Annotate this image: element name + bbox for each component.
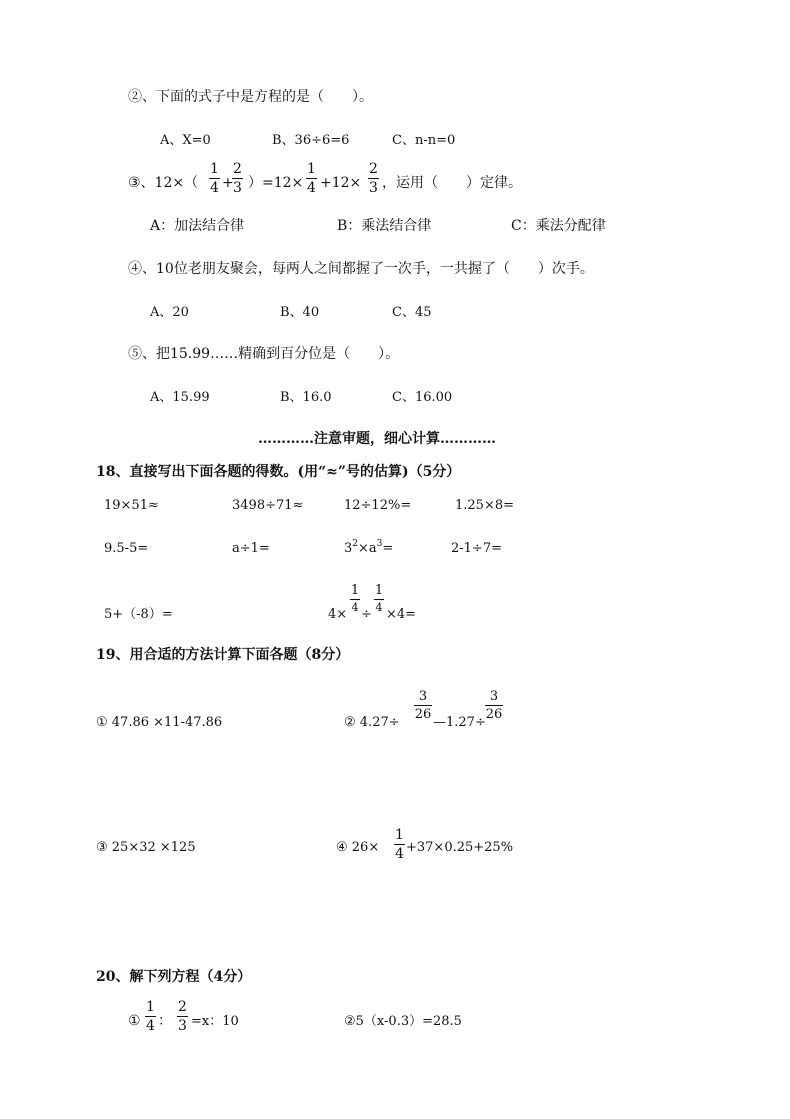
question-3-option-b: B：乘法结合律 [337, 218, 432, 234]
question-5-option-c: C、16.00 [392, 390, 453, 405]
question-4-option-b: B、40 [280, 305, 320, 320]
fraction: 1 4 [146, 999, 155, 1034]
calc-item: 1.25×8= [455, 498, 515, 513]
question-3-option-c: C：乘法分配律 [511, 218, 606, 234]
calc-item: 3498÷71≈ [232, 498, 304, 513]
fraction: 1 4 [307, 161, 316, 196]
question-3-option-a: A：加法结合律 [150, 218, 245, 234]
calc-item: 5+（-8）= [104, 607, 173, 622]
question-3-plus12: +12× [320, 175, 362, 191]
fraction: 2 3 [369, 161, 378, 196]
fraction: 2 3 [233, 161, 242, 196]
question-3-prefix: ③、12×（ [128, 175, 199, 191]
calc-item: a÷1= [232, 541, 270, 556]
calc-item: 9.5-5= [104, 541, 149, 556]
plus-sign: + [222, 175, 234, 191]
question-18-heading: 18、直接写出下面各题的得数。(用“≈”号的估算)（5分） [96, 464, 461, 480]
question-2-stem: ②、下面的式子中是方程的是（ ）。 [128, 89, 373, 105]
problem-19-1: ① 47.86 ×11-47.86 [96, 715, 223, 730]
question-5-stem: ⑤、把15.99……精确到百分位是（ ）。 [128, 346, 400, 362]
question-5-option-b: B、16.0 [280, 390, 332, 405]
question-2-option-a: A、X=0 [160, 133, 211, 148]
question-3-suffix: ，运用（ ）定律。 [382, 175, 522, 191]
question-4-stem: ④、10位老朋友聚会，每两人之间都握了一次手，一共握了（ ）次手。 [128, 261, 594, 277]
question-18-title [96, 465, 460, 479]
fraction: 1 4 [395, 827, 404, 862]
question-5-option-a: A、15.99 [150, 390, 210, 405]
problem-19-3: ③ 25×32 ×125 [96, 840, 196, 855]
equation-20-2: ②5（x-0.3）=28.5 [344, 1014, 462, 1029]
question-20-title [96, 970, 251, 984]
question-19-title [96, 648, 349, 662]
question-3-mid: ）=12× [248, 175, 304, 191]
question-4-option-a: A、20 [150, 305, 189, 320]
fraction: 1 4 [374, 583, 384, 614]
fraction: 1 4 [350, 583, 360, 614]
question-4-option-c: C、45 [392, 305, 432, 320]
calc-item-power: $3^2\times a^3=$ [344, 539, 394, 556]
calc-item: 12÷12%= [344, 498, 412, 513]
question-20-heading: 20、解下列方程（4分） [96, 969, 252, 985]
question-2-option-c: C、n-n=0 [392, 133, 456, 148]
section-divider: …………注意审题，细心计算………… [258, 431, 496, 447]
question-2-option-b: B、36÷6=6 [272, 133, 350, 148]
fraction: 2 3 [178, 999, 187, 1034]
fraction: 3 26 [485, 689, 503, 722]
calc-item: 19×51≈ [104, 498, 159, 513]
calc-item: 2-1÷7= [451, 541, 502, 556]
question-19-heading: 19、用合适的方法计算下面各题（8分） [96, 647, 350, 663]
fraction: 3 26 [414, 689, 432, 722]
fraction: 1 4 [210, 161, 219, 196]
